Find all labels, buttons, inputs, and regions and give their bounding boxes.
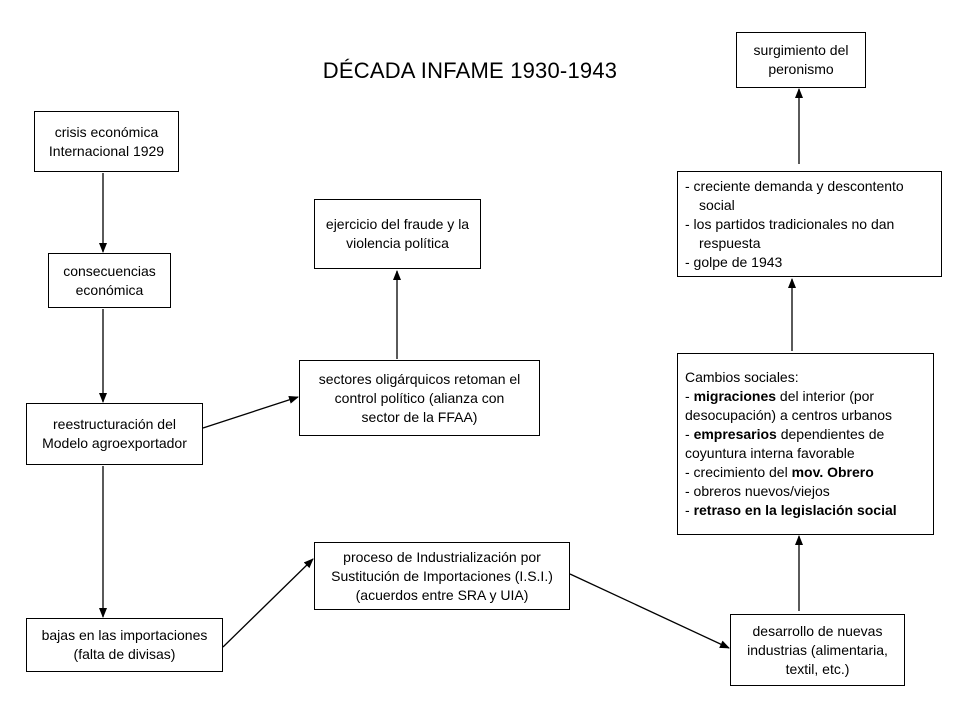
- node-line: industrias (alimentaria,: [747, 641, 888, 658]
- node-line: textil, etc.): [785, 660, 850, 677]
- arrow-reestructuracion-to-sectores: [203, 397, 298, 428]
- node-line: ejercicio del fraude y la: [325, 216, 470, 232]
- node-line: Cambios sociales:: [685, 369, 799, 385]
- node-line: - crecimiento del mov. Obrero: [685, 464, 874, 480]
- node-line: - los partidos tradicionales no dan: [685, 215, 895, 232]
- node-line: - golpe de 1943: [685, 253, 783, 270]
- node-line: - migraciones del interior (por: [685, 388, 875, 404]
- node-line: respuesta: [699, 234, 761, 251]
- diagram-title: DÉCADA INFAME 1930-1943: [322, 58, 618, 83]
- node-line: - creciente demanda y descontento: [685, 177, 904, 194]
- node-line: peronismo: [768, 61, 834, 77]
- node-line: - empresarios dependientes de: [685, 426, 885, 442]
- node-line: crisis económica: [54, 123, 159, 140]
- node-line: violencia política: [346, 235, 449, 251]
- node-line: sector de la FFAA): [361, 408, 478, 425]
- node-line: (acuerdos entre SRA y UIA): [355, 586, 529, 603]
- node-line: - obreros nuevos/viejos: [685, 483, 830, 499]
- node-line: sectores oligárquicos retoman el: [318, 370, 521, 387]
- node-line: proceso de Industrialización por: [343, 548, 541, 565]
- node-line: (falta de divisas): [73, 646, 176, 662]
- node-line: económica: [75, 281, 144, 298]
- node-line: bajas en las importaciones: [41, 627, 208, 643]
- node-line: social: [699, 196, 735, 213]
- node-line: Sustitución de Importaciones (I.S.I.): [331, 567, 553, 584]
- node-line: - retraso en la legislación social: [685, 502, 897, 518]
- node-line: reestructuración del: [53, 416, 176, 432]
- node-line: control político (alianza con: [334, 389, 505, 406]
- arrow-isi-to-desarrollo: [570, 574, 729, 648]
- node-line: consecuencias: [63, 262, 156, 279]
- node-line: desocupación) a centros urbanos: [685, 407, 893, 423]
- node-line: Internacional 1929: [48, 142, 165, 159]
- node-line: coyuntura interna favorable: [685, 445, 855, 461]
- node-line: desarrollo de nuevas: [752, 622, 883, 639]
- node-line: Modelo agroexportador: [42, 435, 187, 451]
- arrow-bajas-to-isi: [223, 559, 313, 647]
- node-line: surgimiento del: [753, 42, 849, 58]
